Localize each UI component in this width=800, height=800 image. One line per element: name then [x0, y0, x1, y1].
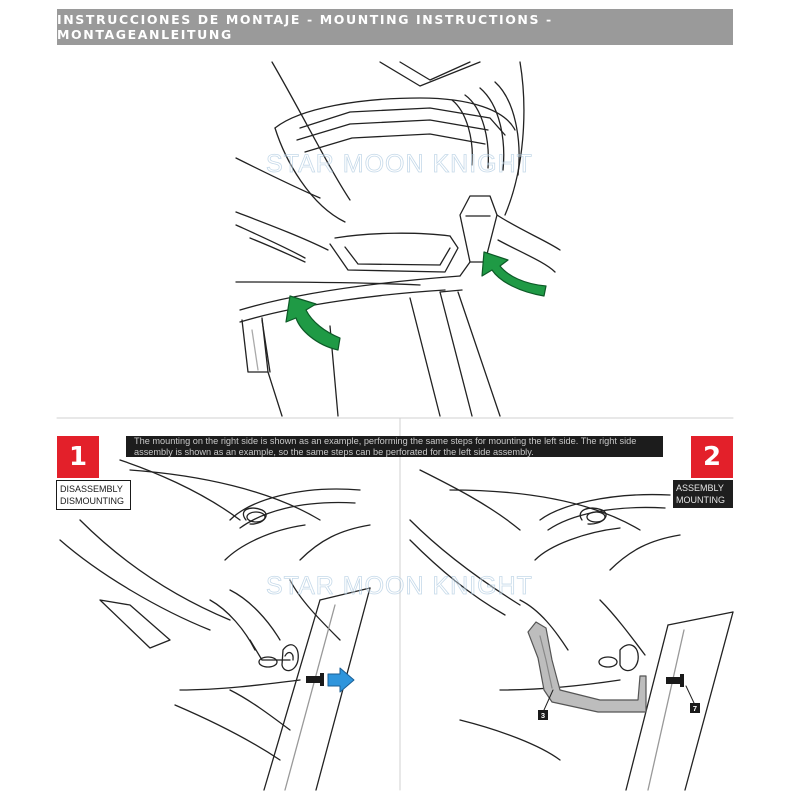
- step-label-assembly: [673, 480, 733, 508]
- step2-assembly-view: [410, 470, 733, 790]
- screw-icon: [666, 674, 684, 687]
- step-label-disassembly: [56, 480, 131, 510]
- header-title: INSTRUCCIONES DE MONTAJE - MOUNTING INSTRUCTIONS - MONTAGEANLEITUNG: [57, 12, 553, 42]
- green-curved-arrow-icon: [286, 296, 340, 350]
- instruction-note: The mounting on the right side is shown as an example, performing the same steps for mounting the left side. The right side assembly is shown as an example, so the same steps can be perforated for the left side assembly.: [126, 436, 663, 457]
- step-number-badge: 2: [691, 436, 733, 478]
- mounting-bracket: [528, 622, 646, 712]
- watermark: STAR MOON KNIGHT: [266, 150, 533, 178]
- green-curved-arrow-icon: [482, 252, 546, 296]
- screw-icon: [306, 673, 324, 686]
- blue-arrow-icon: [328, 668, 354, 692]
- watermark: STAR MOON KNIGHT: [266, 572, 533, 600]
- step-label-line: DISASSEMBLY: [60, 484, 123, 494]
- step-label-line: MOUNTING: [676, 495, 725, 505]
- top-headlight-view: [236, 62, 560, 416]
- step-label-line: DISMOUNTING: [60, 496, 124, 506]
- step-label-line: ASSEMBLY: [676, 483, 724, 493]
- step-number-badge: 1: [57, 436, 99, 478]
- part-number-tag: 7: [690, 703, 700, 713]
- part-number-tag: 3: [538, 710, 548, 720]
